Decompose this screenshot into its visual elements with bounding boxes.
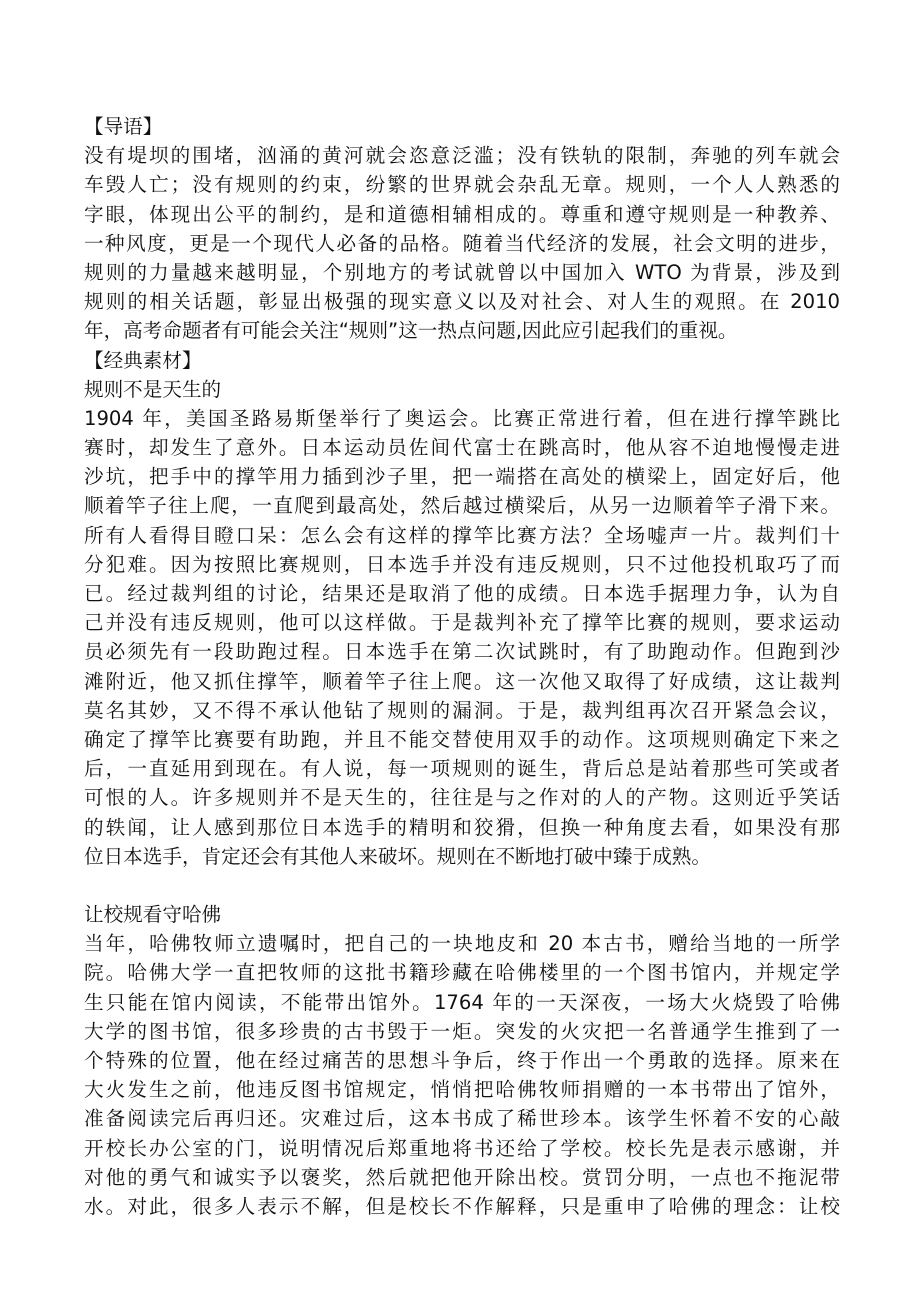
article-title: 规则不是天生的 [84, 377, 222, 401]
intro-line: 没有堤坝的围堵，汹涌的黄河就会恣意泛滥；没有铁轨的限制，奔驰的列车就会 [84, 144, 840, 168]
article-line: 1904 年，美国圣路易斯堡举行了奥运会。比赛正常进行着，但在进行撑竿跳比 [84, 406, 840, 430]
article-line: 顺着竿子往上爬，一直爬到最高处，然后越过横梁后，从另一边顺着竿子滑下来。 [84, 494, 840, 518]
article-line: 分犯难。因为按照比赛规则，日本选手并没有违反规则，只不过他投机取巧了而 [84, 552, 840, 576]
intro-line: 一种风度，更是一个现代人必备的品格。随着当代经济的发展，社会文明的进步， [84, 231, 840, 255]
article-line: 个特殊的位置，他在经过痛苦的思想斗争后，终于作出一个勇敢的选择。原来在 [84, 1049, 840, 1072]
article-line: 滩附近，他又抓住撑竿，顺着竿子往上爬。这一次他又取得了好成绩，这让裁判 [84, 669, 840, 693]
intro-line: 车毁人亡；没有规则的约束，纷繁的世界就会杂乱无章。规则，一个人人熟悉的 [84, 173, 840, 197]
article-line: 的轶闻，让人感到那位日本选手的精明和狡猾，但换一种角度去看，如果没有那 [84, 815, 840, 839]
article-line: 已。经过裁判组的讨论，结果还是取消了他的成绩。日本选手据理力争，认为自 [84, 582, 840, 605]
materials-heading: 【经典素材】 [84, 348, 202, 372]
article-line: 院。哈佛大学一直把牧师的这批书籍珍藏在哈佛楼里的一个图书馆内，并规定学 [84, 961, 840, 985]
article-line: 准备阅读完后再归还。灾难过后，这本书成了稀世珍本。该学生怀着不安的心敲 [84, 1107, 840, 1131]
intro-heading: 【导语】 [84, 115, 163, 138]
article-line: 确定了撑竿比赛要有助跑，并且不能交替使用双手的动作。这项规则确定下来之 [84, 727, 840, 751]
article-line: 对他的勇气和诚实予以褒奖，然后就把他开除出校。赏罚分明，一点也不拖泥带 [84, 1165, 840, 1189]
article-line: 莫名其妙，又不得不承认他钻了规则的漏洞。于是，裁判组再次召开紧急会议， [84, 698, 840, 722]
article-title: 让校规看守哈佛 [84, 903, 222, 927]
article-line: 大火发生之前，他违反图书馆规定，悄悄把哈佛牧师捐赠的一本书带出了馆外， [84, 1078, 840, 1102]
intro-line: 规则的力量越来越明显，个别地方的考试就曾以中国加入 WTO 为背景，涉及到 [84, 260, 840, 284]
intro-line: 规则的相关话题，彰显出极强的现实意义以及对社会、对人生的观照。在 2010 [84, 290, 840, 314]
article-line: 可恨的人。许多规则并不是天生的，往往是与之作对的人的产物。这则近乎笑话 [84, 786, 840, 810]
intro-line: 字眼，体现出公平的制约，是和道德相辅相成的。尊重和遵守规则是一种教养、 [84, 202, 840, 226]
article-line: 开校长办公室的门，说明情况后郑重地将书还给了学校。校长先是表示感谢，并 [84, 1136, 840, 1160]
article-line: 当年，哈佛牧师立遗嘱时，把自己的一块地皮和 20 本古书，赠给当地的一所学 [84, 932, 840, 956]
article-line: 生只能在馆内阅读，不能带出馆外。1764 年的一天深夜，一场大火烧毁了哈佛 [84, 990, 840, 1014]
document-page [84, 112, 840, 1221]
article-line: 所有人看得目瞪口呆：怎么会有这样的撑竿比赛方法？全场嘘声一片。裁判们十 [84, 523, 840, 547]
article-line: 大学的图书馆，很多珍贵的古书毁于一炬。突发的火灾把一名普通学生推到了一 [84, 1019, 840, 1043]
article-line: 位日本选手，肯定还会有其他人来破坏。规则在不断地打破中臻于成熟。 [84, 844, 711, 868]
article-line: 赛时，却发生了意外。日本运动员佐间代富士在跳高时，他从容不迫地慢慢走进 [84, 436, 840, 460]
intro-line: 年，高考命题者有可能会关注“规则”这一热点问题,因此应引起我们的重视。 [84, 319, 738, 343]
article-line: 后，一直延用到现在。有人说，每一项规则的诞生，背后总是站着那些可笑或者 [84, 757, 840, 781]
article-line: 员必须先有一段助跑过程。日本选手在第二次试跳时，有了助跑动作。但跑到沙 [84, 640, 840, 664]
paragraph-spacer [84, 871, 840, 900]
article-line: 沙坑，把手中的撑竿用力插到沙子里，把一端搭在高处的横梁上，固定好后，他 [84, 465, 840, 489]
article-line: 己并没有违反规则，他可以这样做。于是裁判补充了撑竿比赛的规则，要求运动 [84, 611, 840, 635]
article-line: 水。对此，很多人表示不解，但是校长不作解释，只是重申了哈佛的理念：让校 [84, 1194, 840, 1218]
